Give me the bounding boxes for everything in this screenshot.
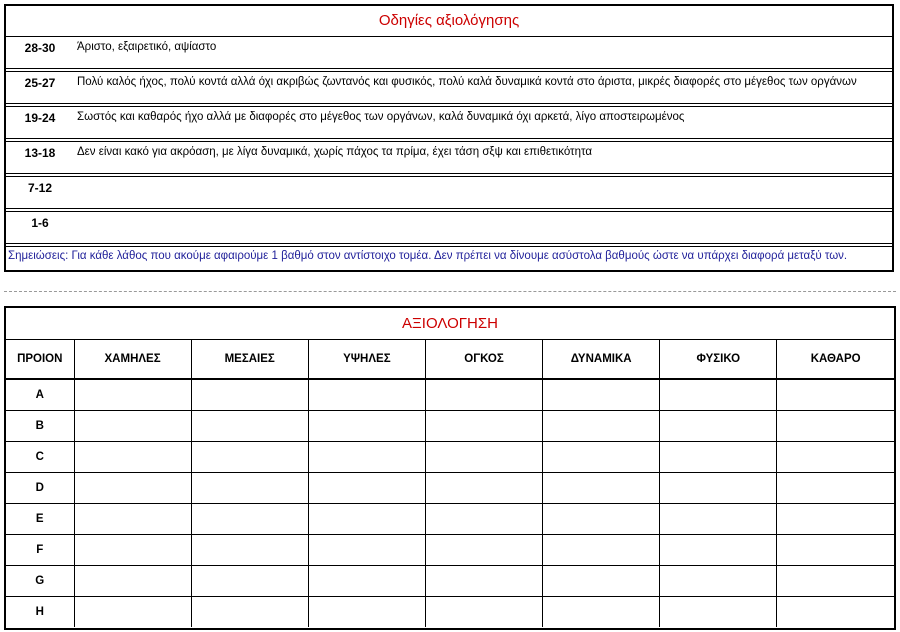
score-cell[interactable] [543, 597, 660, 628]
evaluation-title: ΑΞΙΟΛΟΓΗΣΗ [6, 308, 894, 340]
column-header-clean: ΚΑΘΑΡΟ [777, 340, 894, 379]
score-cell[interactable] [777, 535, 894, 566]
score-cell[interactable] [660, 566, 777, 597]
score-cell[interactable] [543, 442, 660, 473]
score-cell[interactable] [425, 473, 542, 504]
guideline-score: 25-27 [24, 76, 56, 90]
column-header-mids: ΜΕΣΑΙΕΣ [191, 340, 308, 379]
product-id: G [6, 566, 74, 597]
guideline-description: Δεν είναι κακό για ακρόαση, με λίγα δυναμικά, χωρίς πάχος τα πρίμα, έχει τάση σξψ και επιθετικότητα [77, 146, 593, 158]
score-cell[interactable] [308, 411, 425, 442]
guideline-description: Σωστός και καθαρός ήχο αλλά με διαφορές στο μέγεθος των οργάνων, καλά δυναμικά όχι αρκετά, λίγο αποστειρωμένος [77, 111, 685, 123]
score-cell[interactable] [660, 442, 777, 473]
score-cell[interactable] [74, 442, 191, 473]
guideline-score: 13-18 [24, 146, 56, 160]
guideline-description: Άριστο, εξαιρετικό, αψίαστο [77, 41, 217, 53]
score-cell[interactable] [308, 504, 425, 535]
column-header-dynamics: ΔΥΝΑΜΙΚΑ [543, 340, 660, 379]
product-id: A [6, 379, 74, 411]
guidelines-title: Οδηγίες αξιολόγησης [6, 6, 892, 37]
score-cell[interactable] [425, 442, 542, 473]
score-cell[interactable] [308, 379, 425, 411]
score-cell[interactable] [191, 535, 308, 566]
score-cell[interactable] [543, 535, 660, 566]
score-cell[interactable] [308, 473, 425, 504]
score-cell[interactable] [425, 504, 542, 535]
column-header-lows: ΧΑΜΗΛΕΣ [74, 340, 191, 379]
score-cell[interactable] [74, 379, 191, 411]
score-cell[interactable] [74, 535, 191, 566]
score-cell[interactable] [777, 442, 894, 473]
product-id: D [6, 473, 74, 504]
score-cell[interactable] [191, 566, 308, 597]
table-row [6, 597, 894, 628]
score-cell[interactable] [777, 566, 894, 597]
score-cell[interactable] [425, 535, 542, 566]
score-cell[interactable] [425, 597, 542, 628]
score-cell[interactable] [74, 597, 191, 628]
table-row [6, 442, 894, 473]
product-id: C [6, 442, 74, 473]
score-cell[interactable] [660, 379, 777, 411]
score-cell[interactable] [308, 442, 425, 473]
section-divider [4, 291, 896, 292]
column-header-highs: ΥΨΗΛΕΣ [308, 340, 425, 379]
score-cell[interactable] [191, 504, 308, 535]
score-cell[interactable] [191, 473, 308, 504]
score-cell[interactable] [191, 379, 308, 411]
guideline-row [6, 37, 892, 72]
score-cell[interactable] [543, 566, 660, 597]
score-cell[interactable] [660, 411, 777, 442]
guideline-row [6, 177, 892, 212]
product-id: B [6, 411, 74, 442]
score-cell[interactable] [660, 597, 777, 628]
score-cell[interactable] [777, 473, 894, 504]
score-cell[interactable] [777, 504, 894, 535]
table-row [6, 566, 894, 597]
table-row [6, 379, 894, 411]
score-cell[interactable] [191, 597, 308, 628]
evaluation-body [6, 379, 894, 627]
score-cell[interactable] [308, 597, 425, 628]
score-cell[interactable] [308, 566, 425, 597]
score-cell[interactable] [425, 379, 542, 411]
score-cell[interactable] [543, 473, 660, 504]
guidelines-notes: Σημειώσεις: Για κάθε λάθος που ακούμε αφαιρούμε 1 βαθμό στον αντίστοιχο τομέα. Δεν πρέπει να δίνουμε ασύστολα βαθμούς ώστε να υπάρχει διαφορά μεταξύ των. [8, 250, 848, 262]
score-cell[interactable] [74, 411, 191, 442]
table-row [6, 504, 894, 535]
score-cell[interactable] [74, 473, 191, 504]
guideline-row [6, 212, 892, 247]
guidelines-panel [4, 4, 894, 272]
score-cell[interactable] [543, 379, 660, 411]
guideline-score: 7-12 [27, 181, 53, 195]
column-header-natural: ΦΥΣΙΚΟ [660, 340, 777, 379]
score-cell[interactable] [660, 535, 777, 566]
score-cell[interactable] [191, 442, 308, 473]
score-cell[interactable] [660, 504, 777, 535]
guideline-row [6, 107, 892, 142]
score-cell[interactable] [425, 411, 542, 442]
table-row [6, 411, 894, 442]
evaluation-table [6, 340, 894, 627]
guideline-description: Πολύ καλός ήχος, πολύ κοντά αλλά όχι ακριβώς ζωντανός και φυσικός, πολύ καλά δυναμικά κοντά στο άριστα, μικρές διαφορές στο μέγεθος των οργάνων [77, 76, 857, 88]
score-cell[interactable] [74, 504, 191, 535]
score-cell[interactable] [308, 535, 425, 566]
guideline-row [6, 72, 892, 107]
score-cell[interactable] [777, 597, 894, 628]
guideline-score: 1-6 [31, 216, 49, 230]
score-cell[interactable] [543, 411, 660, 442]
score-cell[interactable] [777, 411, 894, 442]
guideline-row [6, 142, 892, 177]
score-cell[interactable] [74, 566, 191, 597]
product-id: F [6, 535, 74, 566]
score-cell[interactable] [777, 379, 894, 411]
column-header-volume: ΟΓΚΟΣ [425, 340, 542, 379]
evaluation-panel [4, 306, 896, 630]
score-cell[interactable] [425, 566, 542, 597]
score-cell[interactable] [543, 504, 660, 535]
guideline-score: 28-30 [24, 41, 56, 55]
product-id: H [6, 597, 74, 628]
table-row [6, 535, 894, 566]
score-cell[interactable] [660, 473, 777, 504]
guideline-score: 19-24 [24, 111, 56, 125]
column-header-product: ΠΡΟΙΟΝ [6, 340, 74, 379]
score-cell[interactable] [191, 411, 308, 442]
table-row [6, 473, 894, 504]
product-id: E [6, 504, 74, 535]
